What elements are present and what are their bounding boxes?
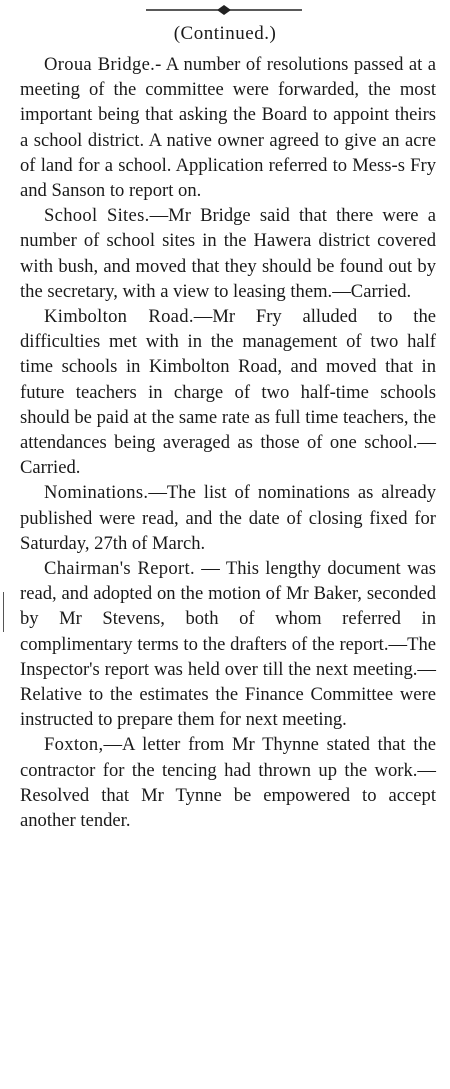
paragraph-body: —A letter from Mr Thynne stated that the contractor for the tencing had thrown up the work.—Resolved that Mr Tynne be empowered to accept another tender.: [20, 734, 436, 832]
paragraph-lead: Nominations.: [44, 482, 149, 504]
section-divider-ornament: [146, 4, 302, 16]
paragraph-foxton: [20, 732, 436, 833]
paragraph-body: —Mr Bridge said that there were a number of school sites in the Hawera district covered with bush, and moved that they should be found out by the secretary, with a view to leasing them.—Carried.: [20, 205, 437, 302]
paragraph-chairmans-report: [20, 556, 436, 732]
paragraph-lead: Foxton,: [44, 734, 104, 756]
paragraph-lead: Oroua Bridge.: [44, 54, 156, 75]
paragraph-body: —The list of nominations as already published were read, and the date of closing fixed for Saturday, 27th of March.: [20, 482, 436, 554]
paragraph-lead: Chairman's Report.: [44, 558, 195, 580]
paragraph-oroua-bridge: [20, 52, 436, 203]
continued-heading: (Continued.): [173, 23, 277, 44]
column-edge-mark: [3, 592, 4, 632]
paragraph-kimbolton-road: [20, 304, 436, 480]
article-column: [20, 52, 436, 833]
paragraph-lead: Kimbolton Road.: [44, 306, 194, 328]
paragraph-lead: School Sites.: [44, 205, 150, 227]
paragraph-body: - A number of resolutions passed at a meeting of the committee were forwarded, the most important being that asking the Board to appoint theirs a school district. A native owner agreed to give an acre of land for a school. Application referred to Mess-s Fry and Sanson to report on.: [20, 54, 436, 202]
paragraph-nominations: [20, 480, 436, 556]
paragraph-body: — This lengthy document was read, and adopted on the motion of Mr Baker, seconded by Mr Stevens, both of whom referred in complimentary terms to the drafters of the report.—The Inspector's report was held over till the next meeting.—Relative to the estimates the Finance Committee were instructed to prepare them for next meeting.: [20, 558, 436, 731]
paragraph-school-sites: [20, 203, 436, 304]
paragraph-body: —Mr Fry alluded to the difficulties met with in the management of two half time schools in Kimbolton Road, and moved that in future teachers in charge of two half-time schools should be paid at the same rate as full time teachers, the attendances being averaged as those of one school.—Carried.: [20, 306, 436, 479]
